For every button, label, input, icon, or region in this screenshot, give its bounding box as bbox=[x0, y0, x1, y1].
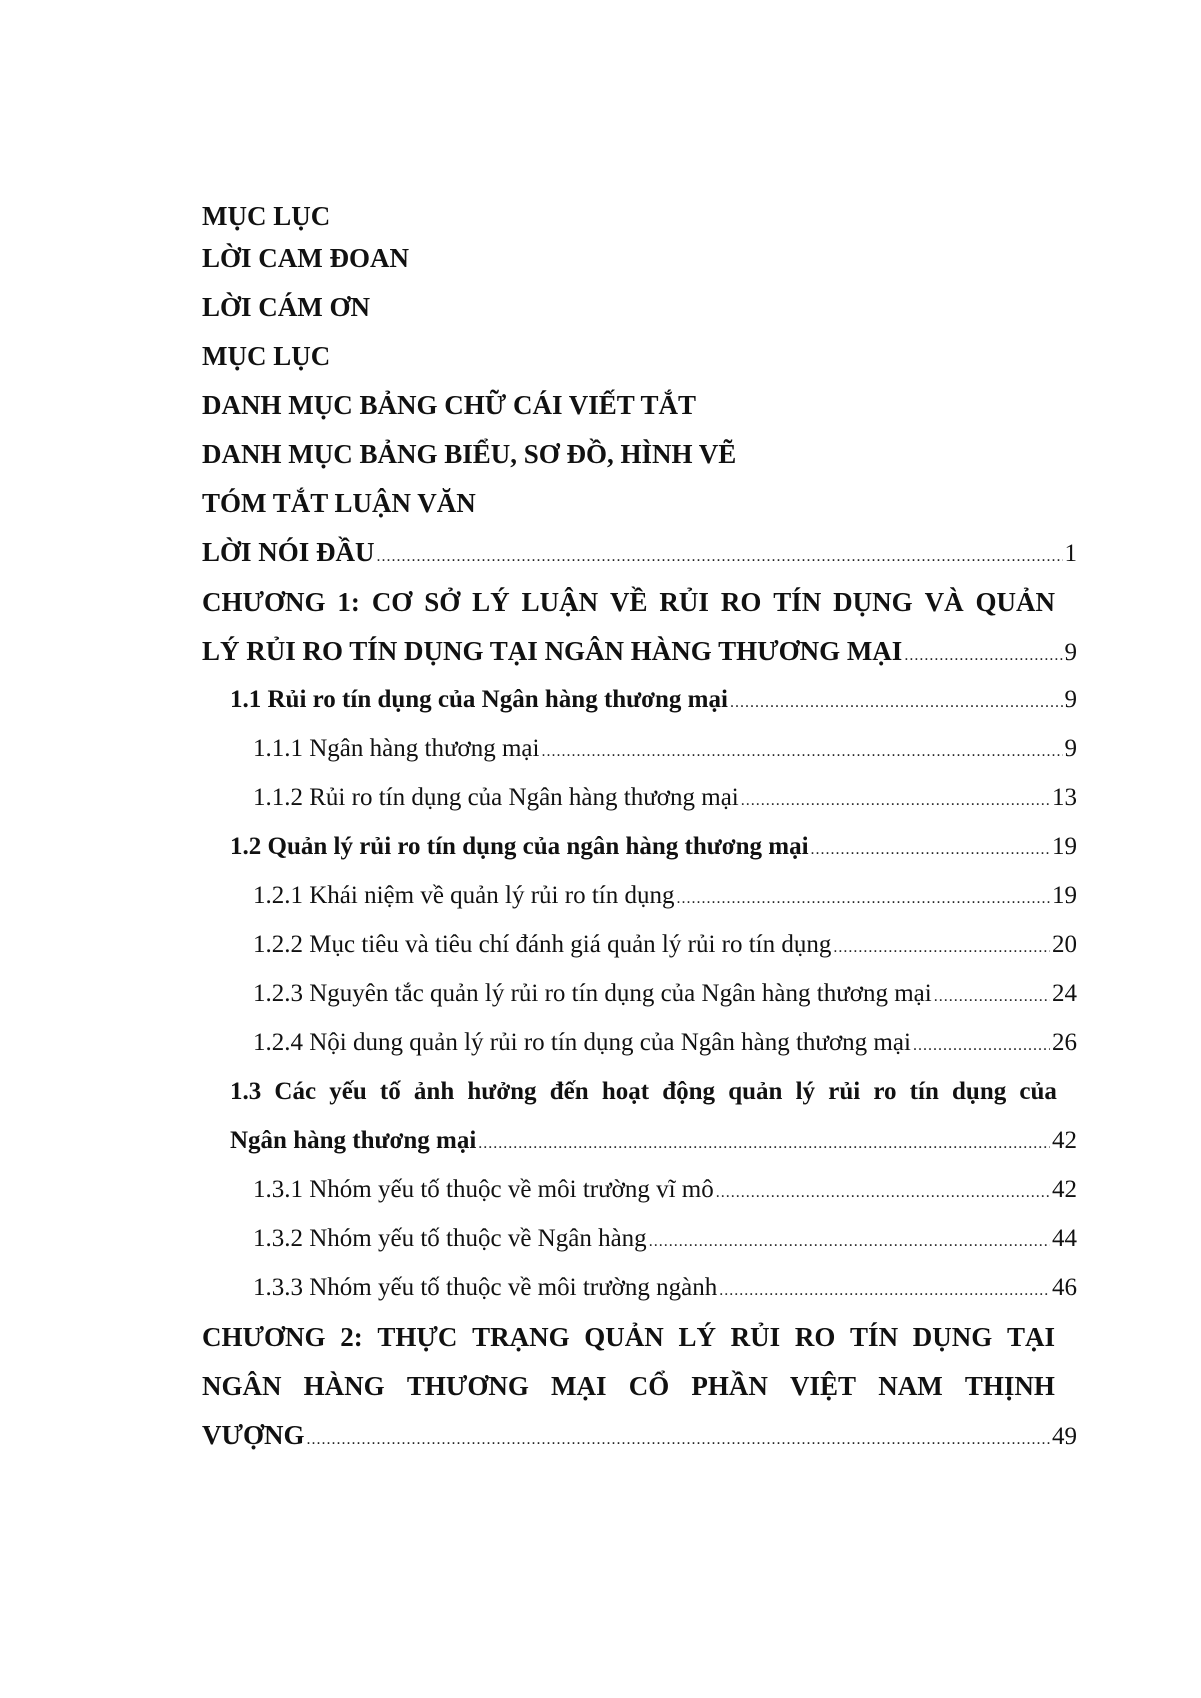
dot-leader bbox=[377, 541, 1063, 573]
toc-entry-text: LÝ RỦI RO TÍN DỤNG TẠI NGÂN HÀNG THƯƠNG MẠI bbox=[202, 636, 903, 666]
toc-word: TÍN bbox=[850, 1322, 899, 1352]
toc-word: hưởng bbox=[467, 1078, 537, 1105]
toc-word: động bbox=[662, 1078, 716, 1105]
toc-word: MẠI bbox=[551, 1371, 607, 1401]
toc-entry-text: VƯỢNG bbox=[202, 1420, 305, 1450]
toc-entry-text: 1.3.3 Nhóm yếu tố thuộc về môi trường ngành bbox=[253, 1274, 718, 1301]
toc-word: VIỆT bbox=[790, 1371, 857, 1401]
toc-entry-1-3-1[interactable] bbox=[253, 1174, 1077, 1209]
toc-word: RỦI bbox=[730, 1322, 781, 1352]
toc-entry-text: 1.2 Quản lý rủi ro tín dụng của ngân hàng thương mại bbox=[230, 833, 809, 860]
dot-leader bbox=[730, 687, 1063, 719]
toc-word: HÀNG bbox=[303, 1371, 385, 1401]
toc-entry-chapter-2-line-3[interactable] bbox=[202, 1419, 1077, 1456]
toc-word: TẠI bbox=[1006, 1322, 1055, 1352]
toc-entry-chapter-1-line-1[interactable] bbox=[202, 586, 1055, 618]
page-number: 49 bbox=[1052, 1423, 1077, 1450]
toc-entry-text: 1.1 Rủi ro tín dụng của Ngân hàng thương mại bbox=[230, 686, 728, 713]
dot-leader bbox=[307, 1424, 1051, 1456]
toc-word: CƠ bbox=[371, 587, 413, 617]
page-number: 46 bbox=[1052, 1274, 1077, 1301]
toc-word: DỤNG bbox=[912, 1322, 993, 1352]
toc-word: dụng bbox=[952, 1078, 1007, 1105]
toc-word: NGÂN bbox=[202, 1371, 282, 1401]
toc-word: CHƯƠNG bbox=[202, 1322, 326, 1352]
toc-entry-1-2-1[interactable] bbox=[253, 880, 1077, 915]
toc-entry-1-1-2[interactable] bbox=[253, 782, 1077, 817]
page-number: 20 bbox=[1052, 931, 1077, 958]
toc-word: 1: bbox=[337, 587, 360, 617]
toc-word: RỦI bbox=[659, 587, 709, 617]
toc-entry-chapter-2-line-2[interactable] bbox=[202, 1370, 1055, 1402]
page-number: 9 bbox=[1064, 686, 1077, 713]
toc-word: đến bbox=[549, 1078, 589, 1105]
toc-word: DỤNG bbox=[833, 587, 913, 617]
dot-leader bbox=[541, 736, 1062, 768]
toc-entry-1-1[interactable] bbox=[230, 684, 1077, 719]
toc-entry-1-2[interactable] bbox=[230, 831, 1077, 866]
toc-entry-text: 1.1.1 Ngân hàng thương mại bbox=[253, 735, 540, 762]
toc-entry-text: 1.1.2 Rủi ro tín dụng của Ngân hàng thương mại bbox=[253, 784, 739, 811]
toc-entry-1-3-line-1[interactable] bbox=[230, 1076, 1057, 1108]
toc-word: yếu bbox=[329, 1078, 367, 1105]
dot-leader bbox=[833, 932, 1050, 964]
page-number: 1 bbox=[1064, 540, 1077, 567]
toc-word: ro bbox=[873, 1078, 897, 1105]
page-number: 19 bbox=[1052, 833, 1077, 860]
toc-word: VỀ bbox=[610, 587, 648, 617]
page-number: 9 bbox=[1064, 639, 1077, 666]
dot-leader bbox=[741, 785, 1050, 817]
toc-entry-text: Ngân hàng thương mại bbox=[230, 1127, 477, 1154]
toc-word: SỞ bbox=[424, 587, 461, 617]
toc-word: THƯƠNG bbox=[406, 1371, 529, 1401]
toc-word: ảnh bbox=[413, 1078, 455, 1105]
toc-word: hoạt bbox=[601, 1078, 650, 1105]
toc-word: LÝ bbox=[472, 587, 510, 617]
toc-word: THỰC bbox=[377, 1322, 458, 1352]
toc-entry-1-2-2[interactable] bbox=[253, 929, 1077, 964]
toc-entry-1-2-3[interactable] bbox=[253, 978, 1077, 1013]
heading-muc-luc-title: MỤC LỤC bbox=[202, 201, 331, 231]
heading-loi-cam-on: LỜI CÁM ƠN bbox=[202, 292, 370, 322]
toc-word: RO bbox=[720, 587, 762, 617]
toc-entry-1-1-1[interactable] bbox=[253, 733, 1077, 768]
page-number: 24 bbox=[1052, 980, 1077, 1007]
dot-leader bbox=[719, 1275, 1050, 1307]
toc-word: QUẢN bbox=[975, 587, 1055, 617]
toc-word: TRẠNG bbox=[472, 1322, 570, 1352]
toc-entry-text: 1.2.2 Mục tiêu và tiêu chí đánh giá quản lý rủi ro tín dụng bbox=[253, 931, 832, 958]
toc-word: LUẬN bbox=[521, 587, 599, 617]
toc-entry-text: 1.2.1 Khái niệm về quản lý rủi ro tín dụng bbox=[253, 882, 675, 909]
toc-word: NAM bbox=[878, 1371, 943, 1401]
toc-entry-loi-noi-dau[interactable] bbox=[202, 536, 1077, 573]
toc-word: VÀ bbox=[924, 587, 964, 617]
page-number: 44 bbox=[1052, 1225, 1077, 1252]
toc-word: THỊNH bbox=[964, 1371, 1055, 1401]
toc-word: CỔ bbox=[628, 1371, 670, 1401]
heading-loi-cam-doan: LỜI CAM ĐOAN bbox=[202, 243, 409, 273]
toc-entry-text: 1.3.1 Nhóm yếu tố thuộc về môi trường vĩ mô bbox=[253, 1176, 714, 1203]
heading-danh-muc-bang-bieu: DANH MỤC BẢNG BIỂU, SƠ ĐỒ, HÌNH VẼ bbox=[202, 439, 737, 469]
dot-leader bbox=[716, 1177, 1050, 1209]
toc-word: tín bbox=[909, 1078, 939, 1105]
dot-leader bbox=[649, 1226, 1050, 1258]
toc-word: quản bbox=[728, 1078, 783, 1105]
page-number: 19 bbox=[1052, 882, 1077, 909]
toc-entry-text: 1.2.3 Nguyên tắc quản lý rủi ro tín dụng của Ngân hàng thương mại bbox=[253, 980, 932, 1007]
toc-entry-text: 1.3.2 Nhóm yếu tố thuộc về Ngân hàng bbox=[253, 1225, 647, 1252]
toc-entry-text: 1.2.4 Nội dung quản lý rủi ro tín dụng của Ngân hàng thương mại bbox=[253, 1029, 911, 1056]
toc-entry-1-3-3[interactable] bbox=[253, 1272, 1077, 1307]
toc-entry-1-2-4[interactable] bbox=[253, 1027, 1077, 1062]
page-number: 42 bbox=[1052, 1176, 1077, 1203]
toc-word: RO bbox=[794, 1322, 836, 1352]
toc-entry-chapter-2-line-1[interactable] bbox=[202, 1321, 1055, 1353]
dot-leader bbox=[676, 883, 1050, 915]
toc-word: tố bbox=[379, 1078, 401, 1105]
dot-leader bbox=[904, 640, 1062, 672]
toc-word: 1.3 bbox=[230, 1078, 262, 1105]
heading-tom-tat: TÓM TẮT LUẬN VĂN bbox=[202, 488, 476, 518]
toc-word: LÝ bbox=[678, 1322, 716, 1352]
toc-word: lý bbox=[795, 1078, 816, 1105]
toc-word: CHƯƠNG bbox=[202, 587, 326, 617]
page-number: 42 bbox=[1052, 1127, 1077, 1154]
toc-word: của bbox=[1019, 1078, 1057, 1105]
toc-word: rủi bbox=[828, 1078, 861, 1105]
page-number: 9 bbox=[1064, 735, 1077, 762]
heading-muc-luc: MỤC LỤC bbox=[202, 341, 331, 371]
toc-entry-text: LỜI NÓI ĐẦU bbox=[202, 537, 375, 567]
toc-word: 2: bbox=[340, 1322, 363, 1352]
page-number: 26 bbox=[1052, 1029, 1077, 1056]
toc-entry-1-3-2[interactable] bbox=[253, 1223, 1077, 1258]
toc-word: PHẦN bbox=[691, 1371, 768, 1401]
heading-danh-muc-chu-viet-tat: DANH MỤC BẢNG CHỮ CÁI VIẾT TẮT bbox=[202, 390, 697, 420]
dot-leader bbox=[478, 1128, 1050, 1160]
dot-leader bbox=[913, 1030, 1050, 1062]
toc-word: Các bbox=[274, 1078, 317, 1105]
toc-word: TÍN bbox=[773, 587, 822, 617]
page-number: 13 bbox=[1052, 784, 1077, 811]
dot-leader bbox=[811, 834, 1050, 866]
toc-entry-chapter-1-line-2[interactable] bbox=[202, 635, 1077, 672]
toc-word: QUẢN bbox=[584, 1322, 664, 1352]
toc-entry-1-3-line-2[interactable] bbox=[230, 1125, 1077, 1160]
dot-leader bbox=[934, 981, 1050, 1013]
